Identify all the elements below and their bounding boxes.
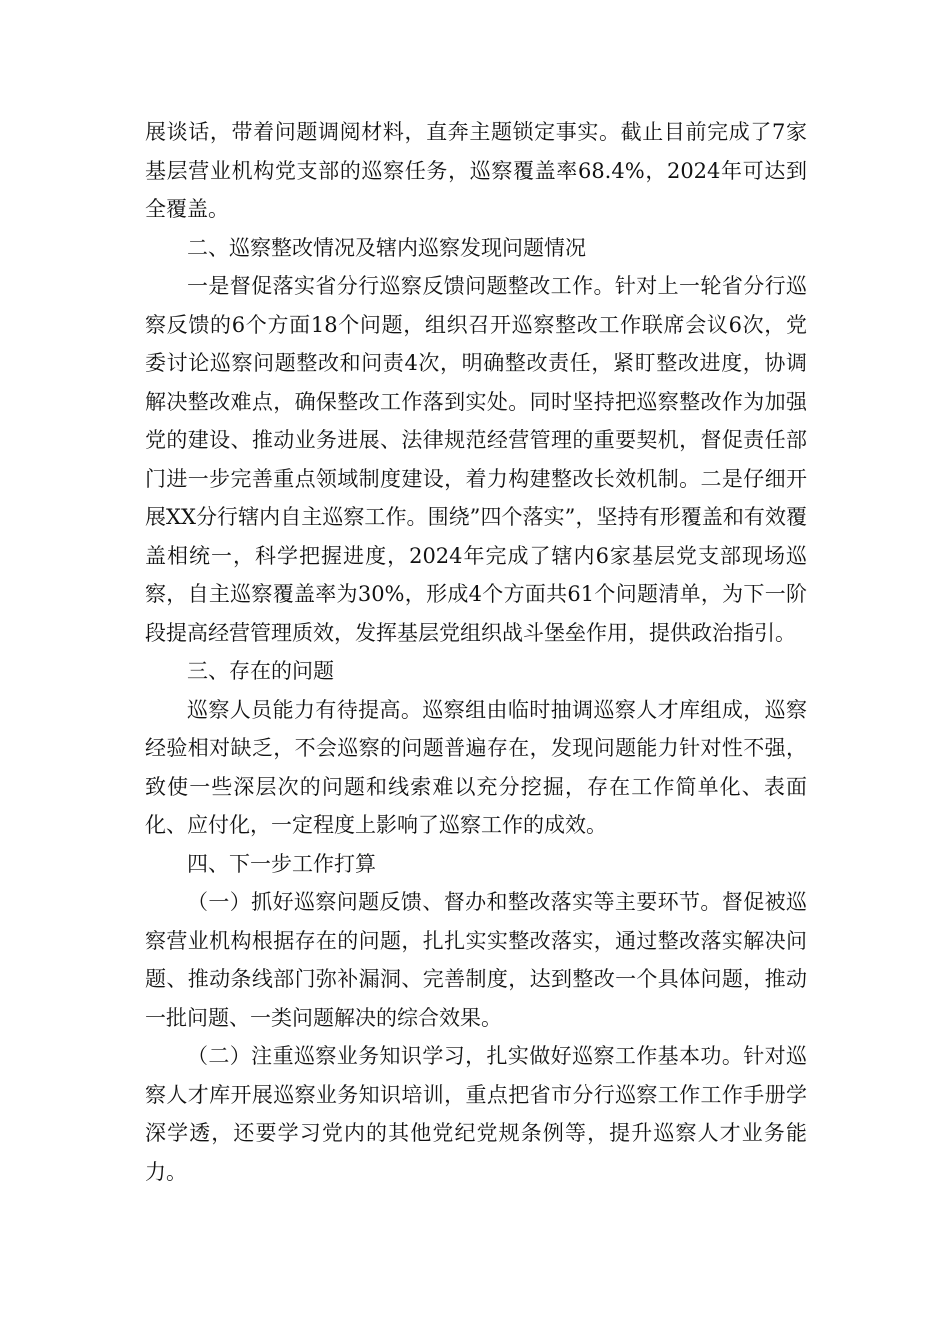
paragraph-continuation: 展谈话，带着问题调阅材料，直奔主题锁定事实。截止目前完成了7家基层营业机构党支部的巡察任务，巡察覆盖率68.4%，2024年可达到全覆盖。 (145, 120, 807, 221)
section-heading-problems: 三、存在的问题 (187, 659, 334, 683)
paragraph-next-step-2: （二）注重巡察业务知识学习，扎实做好巡察工作基本功。针对巡察人才库开展巡察业务知识培训，重点把省市分行巡察工作工作手册学深学透，还要学习党内的其他党纪党规条例等，提升巡察人才业务能力。 (145, 1044, 807, 1184)
paragraph-next-step-1: （一）抓好巡察问题反馈、督办和整改落实等主要环节。督促被巡察营业机构根据存在的问题，扎扎实实整改落实，通过整改落实解决问题、推动条线部门弥补漏洞、完善制度，达到整改一个具体问题，推动一批问题、一类问题解决的综合效果。 (145, 890, 807, 1030)
section-heading-next-steps: 四、下一步工作打算 (187, 851, 376, 876)
paragraph-rectification: 一是督促落实省分行巡察反馈问题整改工作。针对上一轮省分行巡察反馈的6个方面18个问题，组织召开巡察整改工作联席会议6次，党委讨论巡察问题整改和问责4次，明确整改责任，紧盯整改进度，协调解决整改难点，确保整改工作落到实处。同时坚持把巡察整改作为加强党的建设、推动业务进展、法律规范经营管理的重要契机，督促责任部门进一步完善重点领域制度建设，着力构建整改长效机制。二是仔细开展XX分行辖内自主巡察工作。围绕”四个落实”，坚持有形覆盖和有效覆盖相统一，科学把握进度，2024年完成了辖内6家基层党支部现场巡察，自主巡察覆盖率为30%，形成4个方面共61个问题清单，为下一阶段提高经营管理质效，发挥基层党组织战斗堡垒作用，提供政治指引。 (145, 274, 807, 645)
paragraph-problems: 巡察人员能力有待提高。巡察组由临时抽调巡察人才库组成，巡察经验相对缺乏，不会巡察的问题普遍存在，发现问题能力针对性不强，致使一些深层次的问题和线索难以充分挖掘，存在工作简单化、表面化、应付化，一定程度上影响了巡察工作的成效。 (145, 697, 807, 837)
section-heading-rectification: 二、巡察整改情况及辖内巡察发现问题情况 (187, 235, 586, 260)
document-body (145, 113, 807, 1191)
